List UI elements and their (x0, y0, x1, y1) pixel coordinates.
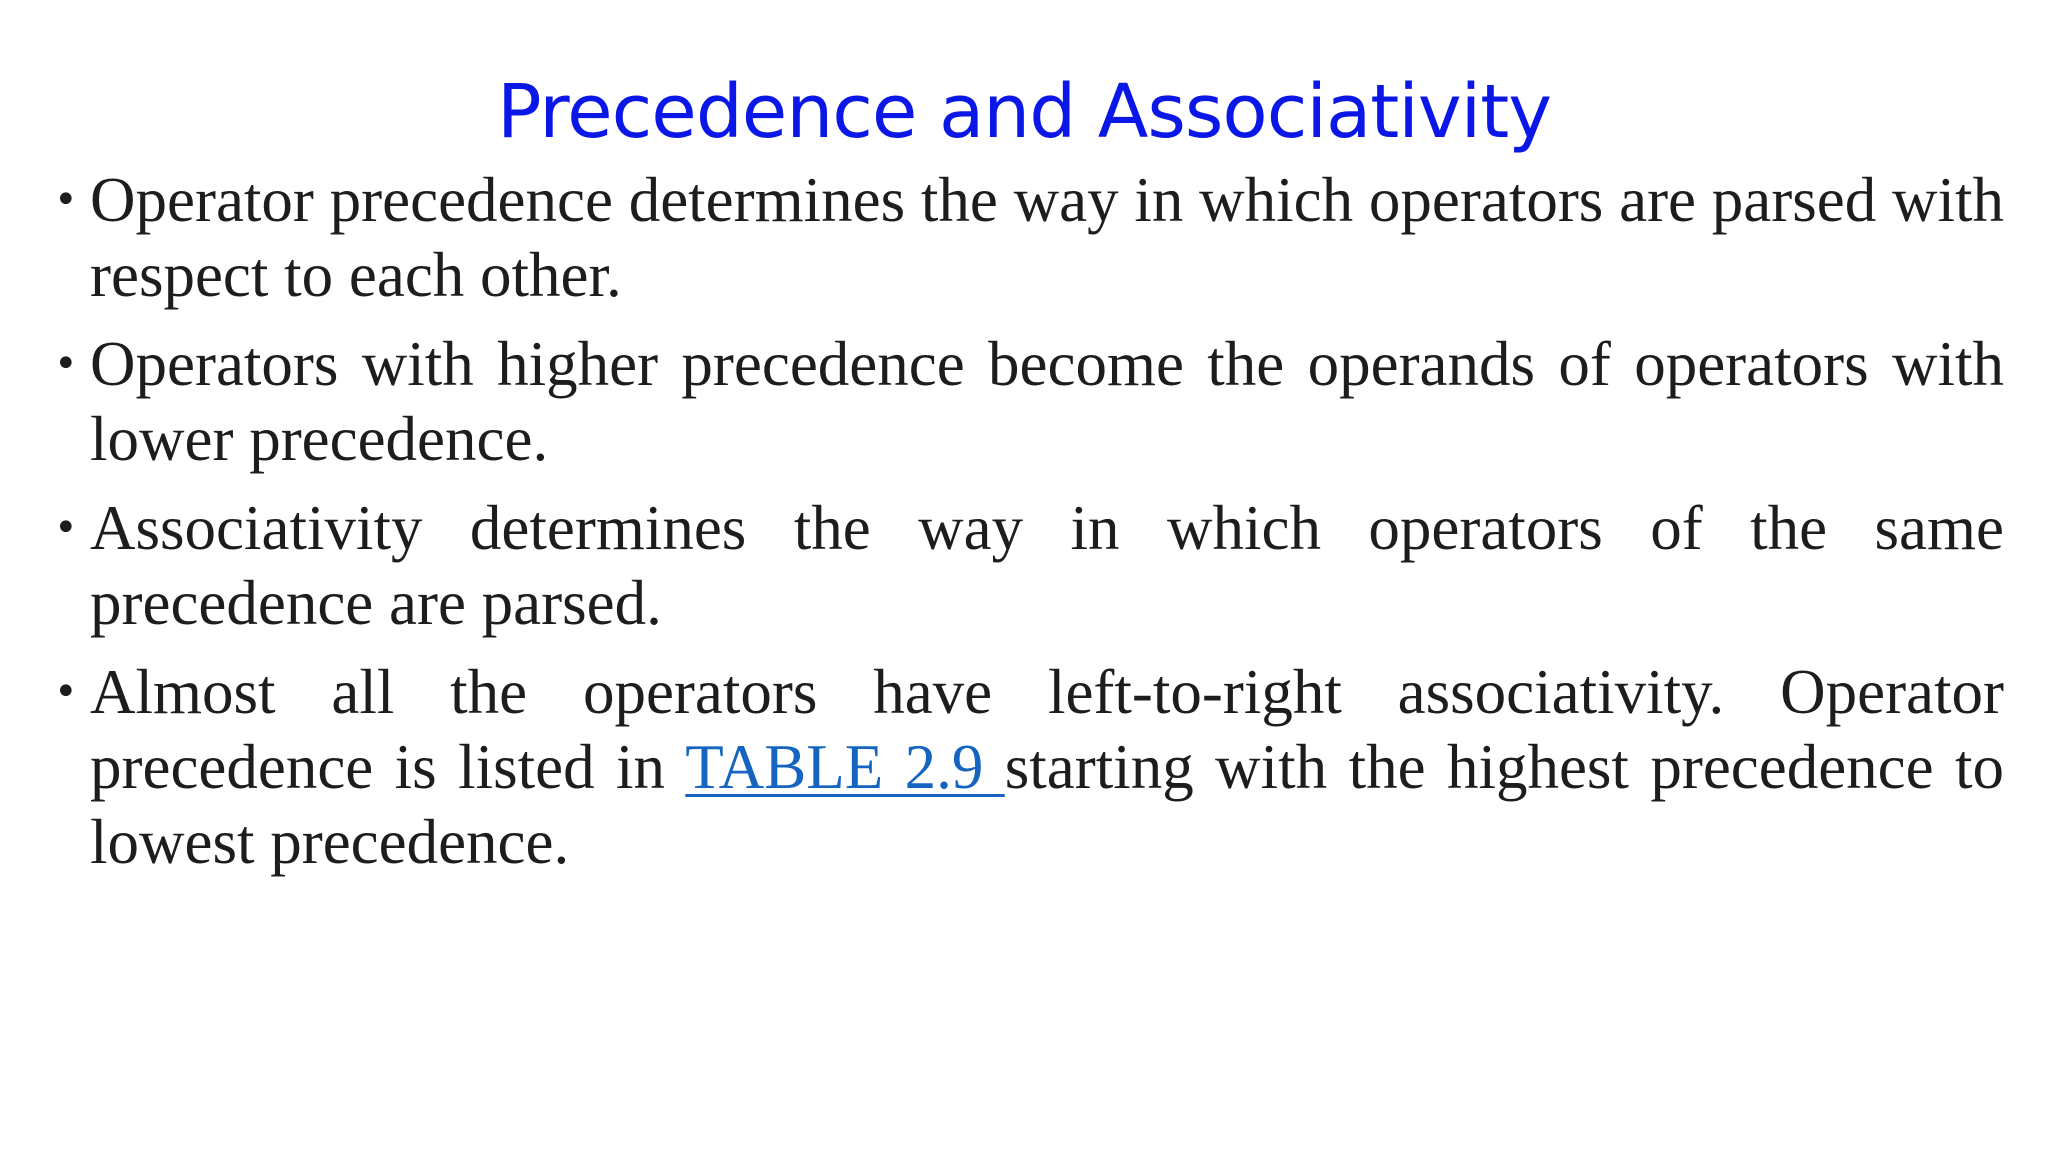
bullet-item-4 (54, 655, 2004, 880)
table-2-9-link[interactable]: TABLE 2.9 (685, 732, 1005, 802)
bullet-text-1: Operator precedence determines the way in which operators are parsed with respect to each other. (90, 165, 2004, 310)
bullet-icon: • (54, 505, 78, 551)
bullet-item-3 (54, 491, 2004, 641)
bullet-icon: • (54, 341, 78, 387)
bullet-icon: • (54, 669, 78, 715)
bullet-icon: • (54, 177, 78, 223)
bullet-text-2: Operators with higher precedence become the operands of operators with lower precedence. (90, 329, 2004, 474)
bullet-item-1 (54, 163, 2004, 313)
bullet-item-2 (54, 327, 2004, 477)
bullet-text-4-before: Almost all the operators have left-to-right associativity. Operator precedence is listed in (90, 657, 2004, 802)
bullet-text-3: Associativity determines the way in which operators of the same precedence are parsed. (90, 493, 2004, 638)
bullet-list (54, 163, 2004, 894)
bullet-text-4 (72, 655, 2004, 880)
bullet-text-4-after: starting with the highest precedence to lowest precedence. (90, 732, 2005, 877)
slide-title: Precedence and Associativity (496, 69, 1552, 155)
